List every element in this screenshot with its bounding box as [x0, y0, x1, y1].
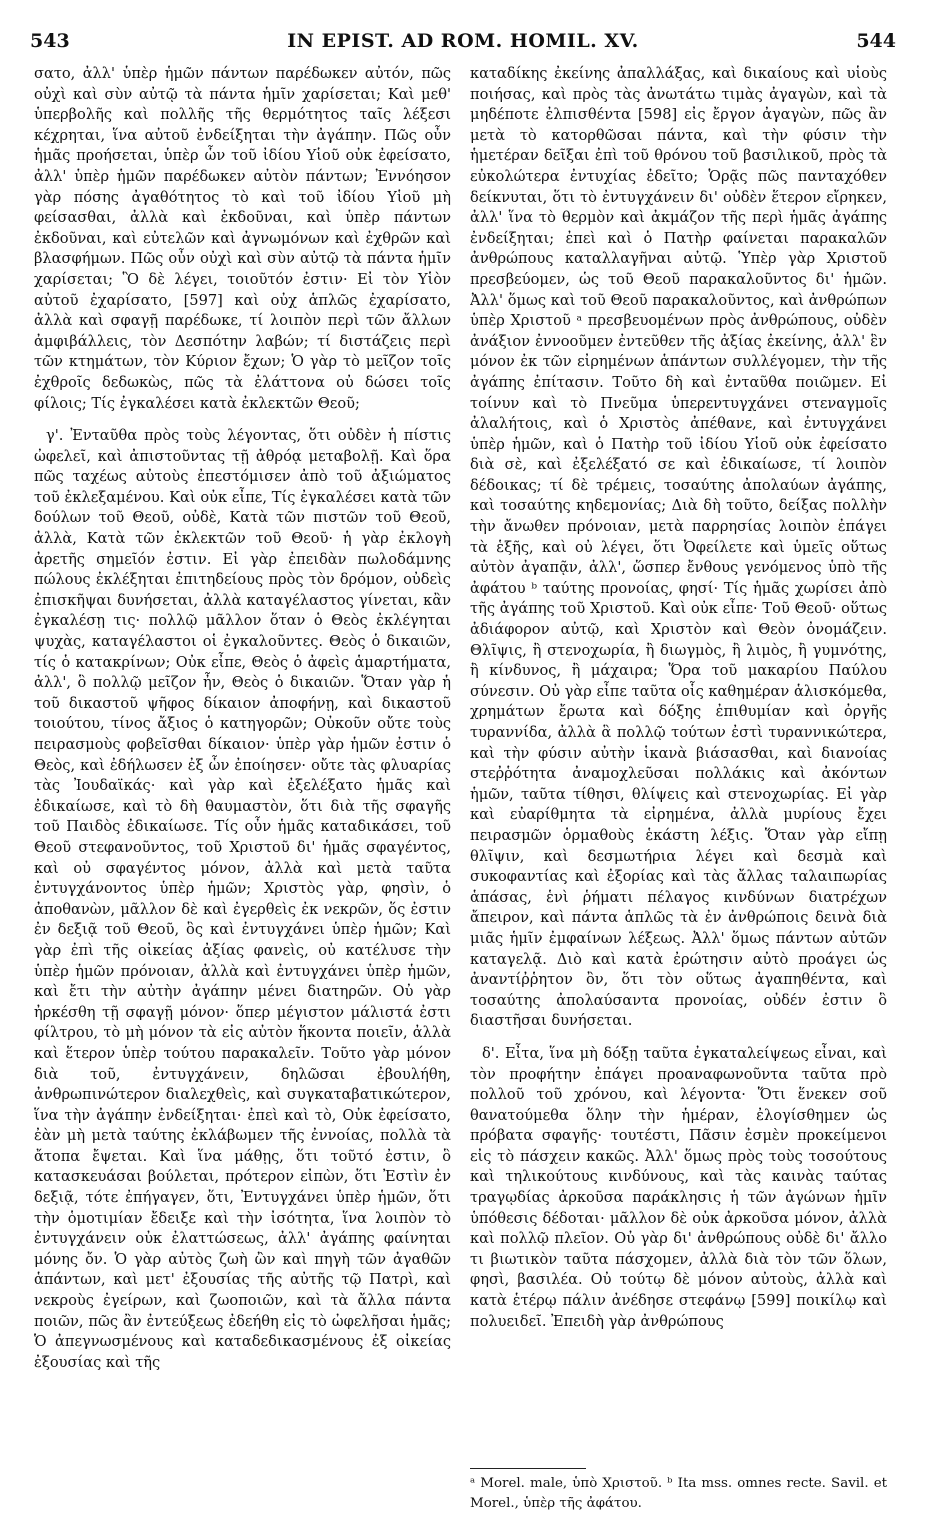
- footnotes: ᵃ Morel. male, ὑπὸ Χριστοῦ. ᵇ Ita mss. omnes recte. Savil. et Morel., ὑπὲρ τῆς ἀφάτου.: [470, 1476, 887, 1511]
- section-paragraph: δ'. Εἶτα, ἵνα μὴ δόξῃ ταῦτα ἐγκαταλείψεως εἶναι, καὶ τὸν προφήτην ἐπάγει προαναφωνοῦντα ταῦτα πρὸ πολλοῦ τοῦ χρόνου, καὶ λέγοντα· Ὅτι ἕνεκεν σοῦ θανατούμεθα ὅλην τὴν ἡμέραν, ἐλογίσθημεν ὡς πρόβατα σφαγῆς· τουτέστι, Πᾶσιν ἐσμὲν προκείμενοι εἰς τὸ πάσχειν κακῶς. Ἀλλ' ὅμως πρὸς τοὺς τοσούτους καὶ τηλικούτους κινδύνους, καὶ τὰς καινὰς ταύτας τραγῳδίας ἀρκοῦσα παράκλησις ἡ τῶν ἀγώνων ἡμῖν ὑπόθεσις δέδοται· μᾶλλον δὲ οὐκ ἀρκοῦσα μόνον, ἀλλὰ καὶ πολλῷ πλεῖον. Οὐ γὰρ δι' ἀνθρώπους οὐδὲ δι' ἄλλο τι βιωτικὸν ταῦτα πάσχομεν, ἀλλὰ διὰ τὸν τῶν ὅλων, φησὶ, βασιλέα. Οὐ τούτῳ δὲ μόνον αὐτοὺς, ἀλλὰ καὶ κατὰ ἑτέρῳ πάλιν ἀνέδησε στεφάνῳ [599] ποικίλῳ καὶ πολυειδεῖ. Ἐπειδὴ γὰρ ἀνθρώπους: [470, 1044, 887, 1330]
- paragraph: καταδίκης ἐκείνης ἀπαλλάξας, καὶ δικαίους καὶ υἱοὺς ποιήσας, καὶ πρὸς τὰς ἀνωτάτω τιμὰς ἀγαγὼν, καὶ τὰ μηδέποτε ἐλπισθέντα [598] εἰς ἔργον ἀγαγὼν, πῶς ἂν μετὰ τὸ κατορθῶσαι πάντα, καὶ τὴν φύσιν τὴν ἡμετέραν δεῖξαι ἐπὶ τοῦ θρόνου τοῦ βασιλικοῦ, πρὸς τὰ εὐκολώτερα ἐντυχίας ἐδεῖτο; Ὁρᾷς πῶς πανταχόθεν δείκνυται, ὅτι τὸ ἐντυγχάνειν δι' οὐδὲν ἕτερον εἴρηκεν, ἀλλ' ἵνα τὸ θερμὸν καὶ ἀκμάζον τῆς περὶ ἡμᾶς ἀγάπης ἐνδείξηται; ἐπεὶ καὶ ὁ Πατὴρ φαίνεται παρακαλῶν ἀνθρώπους καταλλαγῆναι αὐτῷ. Ὑπὲρ γὰρ Χριστοῦ πρεσβεύομεν, ὡς τοῦ Θεοῦ παρακαλοῦντος δι' ἡμῶν. Ἀλλ' ὅμως καὶ τοῦ Θεοῦ παρακαλοῦντος, καὶ ἀνθρώπων ὑπὲρ Χριστοῦ ᵃ πρεσβευομένων πρὸς ἀνθρώπους, οὐδὲν ἀνάξιον ἐννοοῦμεν ἐντεῦθεν τῆς ἀξίας ἐκείνης, ἀλλ' ἓν μόνον ἐκ τῶν εἰρημένων ἁπάντων συλλέγομεν, τὴν τῆς ἀγάπης ἐπίτασιν. Τοῦτο δὴ καὶ ἐνταῦθα ποιῶμεν. Εἰ τοίνυν καὶ τὸ Πνεῦμα ὑπερεντυγχάνει στεναγμοῖς ἀλαλήτοις, καὶ ὁ Χριστὸς ἀπέθανε, καὶ ἐντυγχάνει ὑπὲρ ἡμῶν, καὶ ὁ Πατὴρ τοῦ ἰδίου Υἱοῦ οὐκ ἐφείσατο διὰ σὲ, καὶ ἐξελέξατό σε καὶ ἐδικαίωσε, τί λοιπὸν δέδοικας; τί δὲ τρέμεις, τοσαύτης ἀπολαύων ἀγάπης, καὶ τοσαύτης κηδεμονίας; Διὰ δὴ τοῦτο, δείξας πολλὴν τὴν ἄνωθεν πρόνοιαν, μετὰ παρρησίας λοιπὸν ἐπάγει τὰ ἑξῆς, καὶ οὐ λέγει, ὅτι Ὀφείλετε καὶ ὑμεῖς οὕτως αὐτὸν ἀγαπᾷν, ἀλλ', ὥσπερ ἔνθους γενόμενος ὑπὸ τῆς ἀφάτου ᵇ ταύτης προνοίας, φησί· Τίς ἡμᾶς χωρίσει ἀπὸ τῆς ἀγάπης τοῦ Χριστοῦ. Καὶ οὐκ εἶπε· Τοῦ Θεοῦ· οὕτως ἀδιάφορον αὐτῷ, καὶ Χριστὸν καὶ Θεὸν ὀνομάζειν. Θλῖψις, ἢ στενοχωρία, ἢ διωγμὸς, ἢ λιμὸς, ἢ γυμνότης, ἢ κίνδυνος, ἢ μάχαιρα; Ὅρα τοῦ μακαρίου Παύλου σύνεσιν. Οὐ γὰρ εἶπε ταῦτα οἷς καθημέραν ἁλισκόμεθα, χρημάτων ἔρωτα καὶ δόξης ἐπιθυμίαν καὶ ὀργῆς τυραννίδα, ἀλλὰ ἃ πολλῷ τούτων ἐστὶ τυραννικώτερα, καὶ τὴν φύσιν αὐτὴν ἱκανὰ βιάσασθαι, καὶ διανοίας στεῤῥότητα ἀναμοχλεῦσαι πολλάκις καὶ ἀκόντων ἡμῶν, ταῦτα τίθησι, θλίψεις καὶ στενοχωρίας. Εἰ γὰρ καὶ εὐαρίθμητα τὰ εἰρημένα, ἀλλὰ μυρίους ἔχει πειρασμῶν ὁρμαθοὺς ἑκάστη λέξις. Ὅταν γὰρ εἴπῃ θλῖψιν, καὶ δεσμωτήρια λέγει καὶ δεσμὰ καὶ συκοφαντίας καὶ ἐξορίας καὶ τὰς ἄλλας ταλαιπωρίας ἁπάσας, ἑνὶ ῥήματι πέλαγος κινδύνων διατρέχων ἄπειρον, καὶ πάντα ἁπλῶς τὰ ἐν ἀνθρώποις δεινὰ διὰ μιᾶς ἡμῖν ἐμφαίνων λέξεως. Ἀλλ' ὅμως πάντων αὐτῶν καταγελᾷ. Διὸ καὶ κατὰ ἐρώτησιν αὐτὸ προάγει ὡς ἀναντίῤῥητον ὂν, ὅτι τὸν οὕτως ἀγαπηθέντα, καὶ τοσαύτης ἀπολαύσαντα προνοίας, οὐδέν ἐστιν ὃ διαστῆσαι δυνήσεται.: [470, 65, 887, 1030]
- page-number-right: 544: [856, 30, 896, 52]
- right-column: [470, 64, 887, 1459]
- page-number-left: 543: [30, 30, 70, 52]
- footnote-rule: [470, 1468, 586, 1469]
- section-paragraph: γ'. Ἐνταῦθα πρὸς τοὺς λέγοντας, ὅτι οὐδὲν ἡ πίστις ὠφελεῖ, καὶ ἀπιστοῦντας τῇ ἀθρόᾳ μεταβολῇ. Καὶ ὅρα πῶς ταχέως αὐτοὺς ἐπεστόμισεν ἀπὸ τοῦ ἀξιώματος τοῦ ἐκλεξαμένου. Καὶ οὐκ εἶπε, Τίς ἐγκαλέσει κατὰ τῶν δούλων τοῦ Θεοῦ, οὐδὲ, Κατὰ τῶν πιστῶν τοῦ Θεοῦ, ἀλλὰ, Κατὰ τῶν ἐκλεκτῶν τοῦ Θεοῦ· ἡ γὰρ ἐκλογὴ ἀρετῆς σημεῖόν ἐστιν. Εἰ γὰρ ἐπειδὰν πωλοδάμνης πώλους ἐκλέξηται ἐπιτηδείους πρὸς τὸν δρόμον, οὐδεὶς ἐπισκῆψαι δυνήσεται, ἀλλὰ καταγέλαστος γίνεται, κἂν ἐγκαλέσῃ τις· πολλῷ μᾶλλον ὅταν ὁ Θεὸς ἐκλέγηται ψυχὰς, καταγέλαστοι οἱ ἐγκαλοῦντες. Θεὸς ὁ δικαιῶν, τίς ὁ κατακρίνων; Οὐκ εἶπε, Θεὸς ὁ ἀφεὶς ἁμαρτήματα, ἀλλ', ὃ πολλῷ μεῖζον ἦν, Θεὸς ὁ δικαιῶν. Ὅταν γὰρ ἡ τοῦ δικαστοῦ ψῆφος δίκαιον ἀποφήνῃ, καὶ δικαστοῦ τοιούτου, τίνος ἄξιος ὁ κατηγορῶν; Οὐκοῦν οὔτε τοὺς πειρασμοὺς φοβεῖσθαι δίκαιον· ὑπὲρ γὰρ ἡμῶν ἐστιν ὁ Θεὸς, καὶ ἐδήλωσεν ἐξ ὧν ἐποίησεν· οὔτε τὰς φλυαρίας τὰς Ἰουδαϊκάς· καὶ γὰρ καὶ ἐξελέξατο ἡμᾶς καὶ ἐδικαίωσε, καὶ τὸ δὴ θαυμαστὸν, ὅτι διὰ τῆς σφαγῆς τοῦ Παιδὸς ἐδικαίωσε. Τίς οὖν ἡμᾶς καταδικάσει, τοῦ Θεοῦ στεφανοῦντος, τοῦ Χριστοῦ δι' ἡμᾶς σφαγέντος, καὶ οὐ σφαγέντος μόνον, ἀλλὰ καὶ μετὰ ταῦτα ἐντυγχάνοντος ὑπὲρ ἡμῶν; Χριστὸς γὰρ, φησὶν, ὁ ἀποθανὼν, μᾶλλον δὲ καὶ ἐγερθεὶς ἐκ νεκρῶν, ὅς ἐστιν ἐν δεξιᾷ τοῦ Θεοῦ, ὃς καὶ ἐντυγχάνει ὑπὲρ ἡμῶν; Καὶ γὰρ ἐπὶ τῆς οἰκείας ἀξίας φανεὶς, οὐ κατέλυσε τὴν ὑπὲρ ἡμῶν πρόνοιαν, ἀλλὰ καὶ ἐντυγχάνει ὑπὲρ ἡμῶν, καὶ ἔτι τὴν αὐτὴν ἀγάπην μένει διατηρῶν. Οὐ γὰρ ἠρκέσθη τῇ σφαγῇ μόνον· ὅπερ μέγιστον μάλιστά ἐστι φίλτρου, τὸ μὴ μόνον τὰ εἰς αὐτὸν ἥκοντα ποιεῖν, ἀλλὰ καὶ ἕτερον ὑπὲρ τούτου παρακαλεῖν. Τοῦτο γὰρ μόνον διὰ τοῦ, ἐντυγχάνειν, δηλῶσαι ἐβουλήθη, ἀνθρωπινώτερον διαλεχθεὶς, καὶ συγκαταβατικώτερον, ἵνα τὴν ἀγάπην ἐνδείξηται· ἐπεὶ καὶ τὸ, Οὐκ ἐφείσατο, ἐὰν μὴ μετὰ ταύτης ἐκλάβωμεν τῆς ἐννοίας, πολλὰ τὰ ἄτοπα ἔψεται. Καὶ ἵνα μάθῃς, ὅτι τοῦτό ἐστιν, ὃ κατασκευάσαι βούλεται, πρότερον εἰπὼν, ὅτι Ἐστὶν ἐν δεξιᾷ, τότε ἐπήγαγεν, ὅτι, Ἐντυγχάνει ὑπὲρ ἡμῶν, ὅτι τὴν ὁμοτιμίαν ἔδειξε καὶ τὴν ἰσότητα, ἵνα λοιπὸν τὸ ἐντυγχάνειν οὐκ ἐλαττώσεως, ἀλλ' ἀγάπης φαίνηται μόνης ὄν. Ὁ γὰρ αὐτὸς ζωὴ ὢν καὶ πηγὴ τῶν ἀγαθῶν ἁπάντων, καὶ μετ' ἐξουσίας τῆς αὐτῆς τῷ Πατρὶ, καὶ νεκροὺς ἐγείρων, καὶ ζωοποιῶν, καὶ τὰ ἄλλα πάντα ποιῶν, πῶς ἂν ἐντεύξεως ἐδεήθη εἰς τὸ ὠφελῆσαι ἡμᾶς; Ὁ ἀπεγνωσμένους καὶ καταδεδικασμένους ἐξ οἰκείας ἐξουσίας καὶ τῆς: [34, 427, 451, 1371]
- left-column: [34, 64, 451, 1459]
- running-title: IN EPIST. AD ROM. HOMIL. XV.: [287, 30, 639, 52]
- page-header: [30, 30, 896, 56]
- section-gap: [34, 414, 451, 426]
- paragraph: σατο, ἀλλ' ὑπὲρ ἡμῶν πάντων παρέδωκεν αὐτόν, πῶς οὐχὶ καὶ σὺν αὐτῷ τὰ πάντα ἡμῖν χαρίσεται; Καὶ μεθ' ὑπερβολῆς καὶ πολλῆς τῆς θερμότητος ταῖς λέξεσι κέχρηται, ἵνα αὐτοῦ ἐνδείξηται τὴν ἀγάπην. Πῶς οὖν ἡμᾶς προήσεται, ὑπὲρ ὧν τοῦ ἰδίου Υἱοῦ οὐκ ἐφείσατο, ἀλλ' ὑπὲρ ἡμῶν παρέδωκεν αὐτὸν πάντων; Ἐννόησον γὰρ πόσης ἀγαθότητος τὸ καὶ τοῦ ἰδίου Υἱοῦ μὴ φείσασθαι, ἀλλὰ καὶ ἐκδοῦναι, καὶ ὑπὲρ πάντων ἐκδοῦναι, καὶ εὐτελῶν καὶ ἀγνωμόνων καὶ ἐχθρῶν καὶ βλασφήμων. Πῶς οὖν οὐχὶ καὶ σὺν αὐτῷ τὰ πάντα ἡμῖν χαρίσεται; Ὃ δὲ λέγει, τοιοῦτόν ἐστιν· Εἰ τὸν Υἱὸν αὐτοῦ ἐχαρίσατο, [597] καὶ οὐχ ἁπλῶς ἐχαρίσατο, ἀλλὰ καὶ σφαγῇ παρέδωκε, τί λοιπὸν περὶ τῶν ἄλλων ἀμφιβάλλεις, τὸν Δεσπότην λαβών; τί διστάζεις περὶ τῶν κτημάτων, τὸν Κύριον ἔχων; Ὁ γὰρ τὸ μεῖζον τοῖς ἐχθροῖς δεδωκὼς, πῶς τὰ ἐλάττονα οὐ δώσει τοῖς φίλοις; Τίς ἐγκαλέσει κατὰ ἐκλεκτῶν Θεοῦ;: [34, 65, 451, 412]
- section-gap: [470, 1032, 887, 1044]
